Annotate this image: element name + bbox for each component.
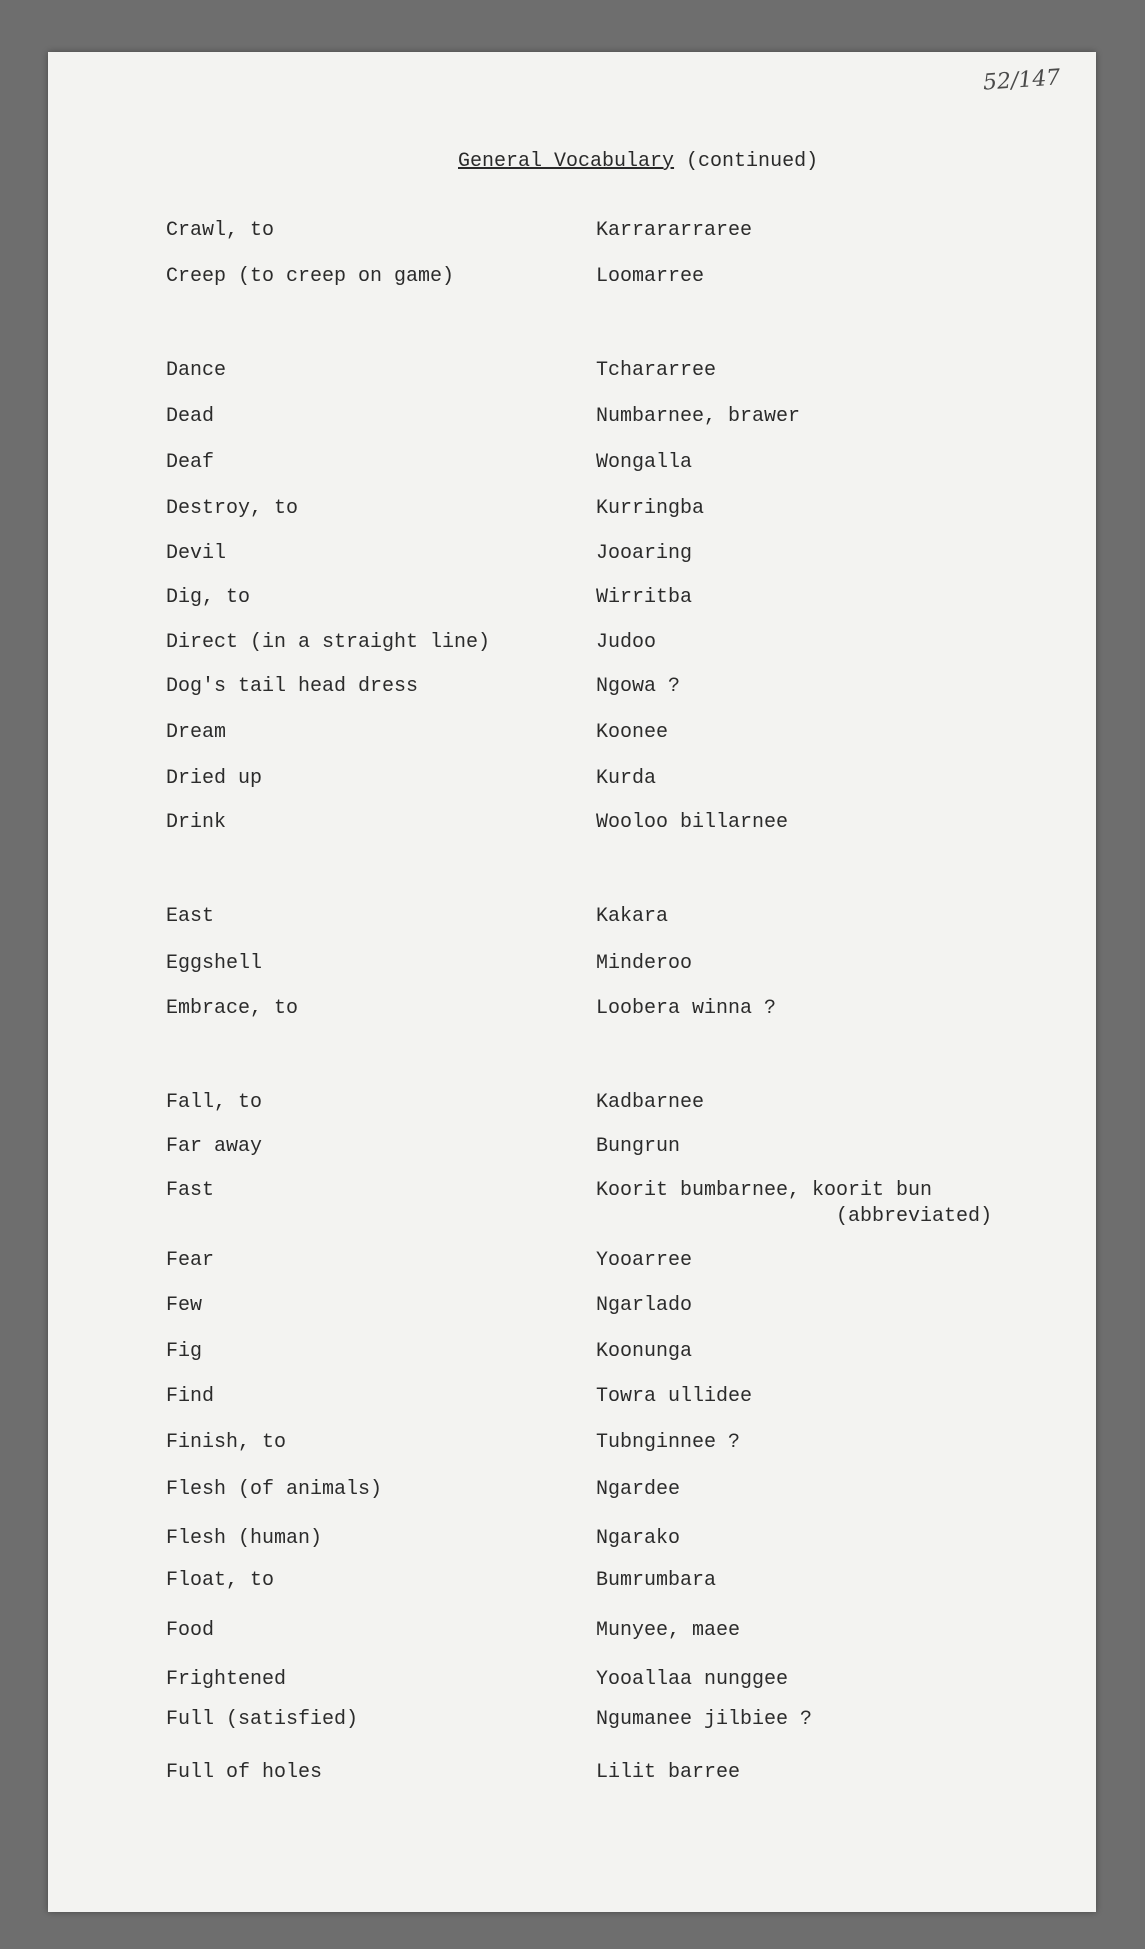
english-word: Fig <box>166 1340 203 1363</box>
aboriginal-word: Towra ullidee <box>596 1385 753 1408</box>
english-word: Fear <box>166 1249 215 1272</box>
aboriginal-word: Kadbarnee <box>596 1091 705 1114</box>
aboriginal-word: Munyee, maee <box>596 1619 741 1642</box>
aboriginal-word: Bungrun <box>596 1135 681 1158</box>
english-word: Embrace, to <box>166 997 299 1020</box>
aboriginal-word: Numbarnee, brawer <box>596 405 801 428</box>
english-word: Drink <box>166 811 227 834</box>
english-word: Fall, to <box>166 1091 263 1114</box>
english-word: Deaf <box>166 451 215 474</box>
english-word: Crawl, to <box>166 219 275 242</box>
vocabulary-list <box>48 52 1096 1912</box>
english-word: Food <box>166 1619 215 1642</box>
english-word: Frightened <box>166 1668 287 1691</box>
aboriginal-word: Loomarree <box>596 265 705 288</box>
english-word: Full (satisfied) <box>166 1708 359 1731</box>
english-word: Destroy, to <box>166 497 299 520</box>
english-word: Flesh (human) <box>166 1527 323 1550</box>
aboriginal-word: Tubnginnee ? <box>596 1431 741 1454</box>
aboriginal-word: Kakara <box>596 905 669 928</box>
english-word: Creep (to creep on game) <box>166 265 455 288</box>
aboriginal-word: Ngardee <box>596 1478 681 1501</box>
english-word: Eggshell <box>166 952 263 975</box>
english-word: Devil <box>166 542 227 565</box>
english-word: Dance <box>166 359 227 382</box>
english-word: Flesh (of animals) <box>166 1478 383 1501</box>
english-word: East <box>166 905 215 928</box>
aboriginal-word: Kurringba <box>596 497 705 520</box>
aboriginal-word: Wongalla <box>596 451 693 474</box>
aboriginal-word: Jooaring <box>596 542 693 565</box>
english-word: Full of holes <box>166 1761 323 1784</box>
aboriginal-word: Bumrumbara <box>596 1569 717 1592</box>
title-main: General Vocabulary <box>458 150 675 173</box>
aboriginal-word: Koonunga <box>596 1340 693 1363</box>
english-word: Dead <box>166 405 215 428</box>
aboriginal-word: Wooloo billarnee <box>596 811 789 834</box>
english-word: Dog's tail head dress <box>166 675 419 698</box>
aboriginal-word: Tcharar​ree <box>596 359 717 382</box>
english-word: Dream <box>166 721 227 744</box>
aboriginal-word: Wirritba <box>596 586 693 609</box>
english-word: Finish, to <box>166 1431 287 1454</box>
english-word: Float, to <box>166 1569 275 1592</box>
aboriginal-word: Ngarlado <box>596 1294 693 1317</box>
aboriginal-word: Loobera winna ? <box>596 997 777 1020</box>
english-word: Find <box>166 1385 215 1408</box>
document-page <box>48 52 1096 1912</box>
aboriginal-word: Ngowa ? <box>596 675 681 698</box>
english-word: Few <box>166 1294 203 1317</box>
aboriginal-word: Koonee <box>596 721 669 744</box>
english-word: Direct (in a straight line) <box>166 631 491 654</box>
english-word: Dig, to <box>166 586 251 609</box>
page-number: 52/147 <box>981 65 1061 96</box>
aboriginal-word: Koorit bumbarnee, koorit bun (abbreviated) <box>596 1179 993 1228</box>
aboriginal-word: Minderoo <box>596 952 693 975</box>
aboriginal-word: Judoo <box>596 631 657 654</box>
aboriginal-word: Ngumanee jilbiee ? <box>596 1708 813 1731</box>
title-suffix: (continued) <box>674 150 819 173</box>
english-word: Dried up <box>166 767 263 790</box>
aboriginal-word: Karrararraree <box>596 219 753 242</box>
aboriginal-word: Lilit barree <box>596 1761 741 1784</box>
aboriginal-word: Yooallaa nunggee <box>596 1668 789 1691</box>
english-word: Fast <box>166 1179 215 1202</box>
aboriginal-word: Kurda <box>596 767 657 790</box>
aboriginal-word: Ngarako <box>596 1527 681 1550</box>
aboriginal-word: Yooarree <box>596 1249 693 1272</box>
english-word: Far away <box>166 1135 263 1158</box>
